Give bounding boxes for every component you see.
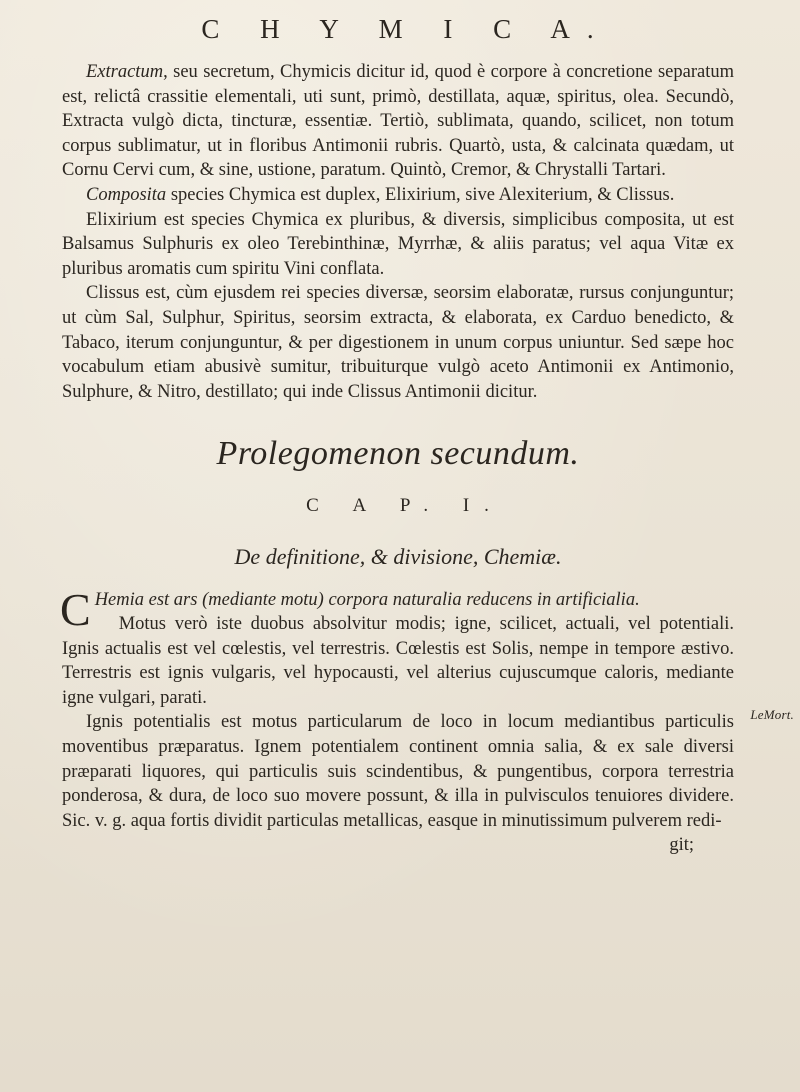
paragraph-text: Clissus est, cùm ejusdem rei species diversæ, seorsim elaboratæ, rursus conjunguntur; ut cùm Sal, Sulphur, Spiritus, seorsim extracta, & elaborata, ex Carduo benedicto, & Tabaco, iterum conjunguntur, & per digestionem in unum corpus uniuntur. Sed sæpe hoc vocabulum etiam abusivè sumitur, tribuiturque vulgò aceto Antimonii ex Antimonio, Sulphure, & Nitro, destillato; qui inde Clissus Antimonii dicitur. — [62, 283, 734, 402]
catchword: git; — [669, 835, 694, 856]
definition-paragraph — [60, 583, 734, 635]
paragraph-lead: Composita — [86, 184, 167, 205]
drop-cap: C — [60, 583, 91, 635]
paragraph-text: species Chymica est duplex, Elixirium, sive Alexiterium, & Clissus. — [166, 184, 675, 205]
body-text — [62, 60, 734, 858]
chapter-heading: C A P. I. — [306, 495, 504, 517]
marginal-note: LeMort. — [750, 707, 794, 722]
definition-text: Hemia est ars (mediante motu) corpora naturalia reducens in artificialia. — [94, 589, 640, 610]
paragraph-motus: Motus verò iste duobus absolvitur modis; igne, scilicet, actuali, vel potentiali. Ignis actualis est vel cœlestis, vel terrestris. Cœlestis est Solis, nempe in tempore æstivo. Terrestris est ignis vulgaris, vel hypocausti, vel alterius cujuscumque caloris, mediante igne vulgari, parati. — [62, 614, 734, 708]
paragraph-lead: Extractum — [86, 62, 164, 82]
paragraph-ignis-potentialis: Ignis potentialis est motus particularum de loco in locum mediantibus particulis moventibus præparatus. Ignem potentialem continent omnia salia, & ex sale diversi præparati liquores, qui particulis suis scindentibus, & pungentibus, corpora terrestria ponderosa, & dura, de loco suo movere possunt, & illa in pulvisculos tenuiores dividere. Sic. v. g. aqua fortis dividit particulas metallicas, easque in minutissimum pulverem redi- — [62, 712, 734, 831]
paragraph-clissus — [62, 281, 734, 404]
paragraph-text: , seu secretum, Chymicis dicitur id, quod è corpore à concretione separatum est, relictâ crassitie elementali, uti sunt, primò, destillata, aquæ, spiritus, olea. Secundò, Extracta vulgò dicta, tincturæ, essentiæ. Tertiò, sublimata, quando, scilicet, non totum corpus sublimatur, ut in floribus Antimonii rubris. Quartò, usta, & calcinata quædam, ut Cornu Cervi cum, & sine, ustione, paratum. Quintò, Cremor, & Chrystalli Tartari. — [62, 62, 734, 181]
paragraph-text: Elixirium est species Chymica ex pluribus, & diversis, simplicibus composita, ut est Balsamus Sulphuris ex oleo Terebinthinæ, Myrrhæ, & aliis paratus; vel aqua Vitæ ex pluribus aromatis cum spiritu Vini conflata. — [62, 209, 734, 279]
paragraph-elixirium — [62, 208, 734, 282]
section-heading: Prolegomenon secundum. — [216, 435, 580, 473]
running-head: C H Y M I C A. — [201, 14, 611, 44]
paragraph-extractum — [62, 60, 734, 183]
paragraph-composita — [62, 183, 734, 208]
chapter-subtitle: De definitione, & divisione, Chemiæ. — [234, 543, 562, 569]
